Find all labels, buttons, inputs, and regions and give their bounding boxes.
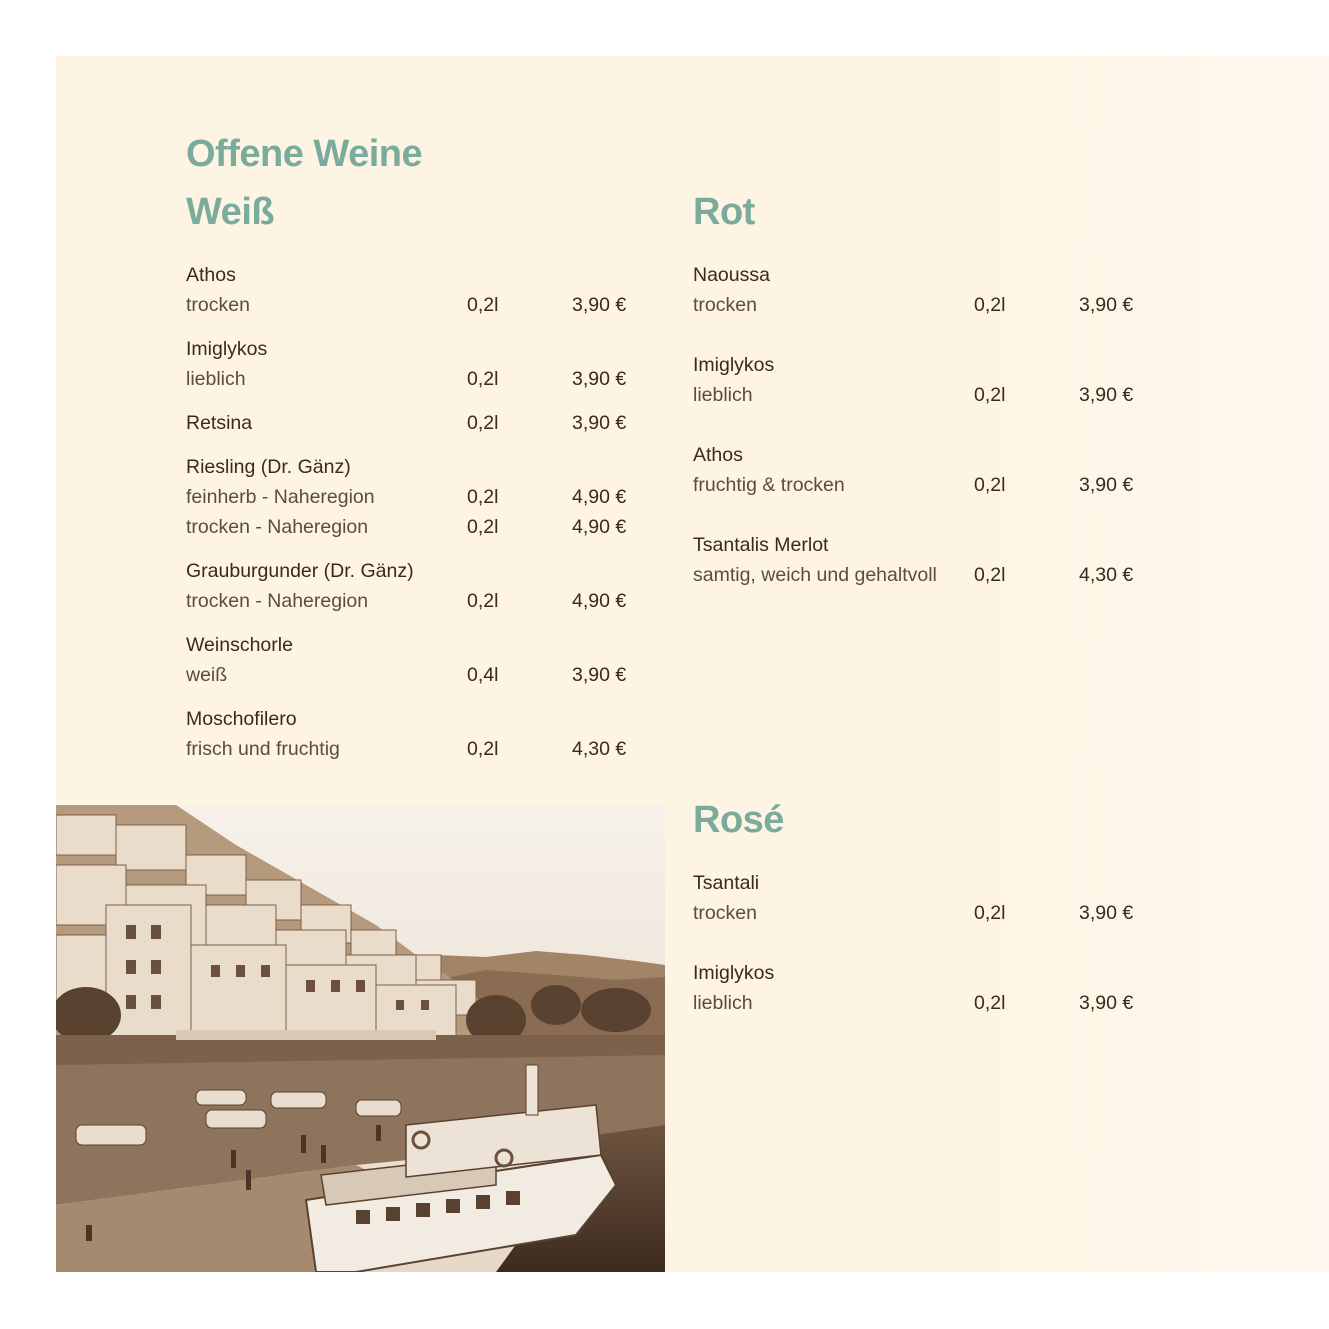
wine-volume: 0,2l xyxy=(467,590,499,612)
wine-item xyxy=(186,260,656,320)
harbour-illustration xyxy=(56,805,665,1272)
wine-line xyxy=(186,586,656,616)
wine-volume: 0,2l xyxy=(467,368,499,390)
wine-price: 3,90 € xyxy=(1079,992,1134,1014)
wine-price: 3,90 € xyxy=(572,412,627,434)
wine-description: weiß xyxy=(186,664,228,686)
wine-line xyxy=(186,660,656,690)
wine-line xyxy=(693,898,1163,928)
wine-name: Imiglykos xyxy=(186,338,268,360)
page-title: Offene Weine xyxy=(186,133,423,175)
wine-price: 3,90 € xyxy=(1079,384,1134,406)
wine-volume: 0,2l xyxy=(974,474,1006,496)
wine-volume: 0,2l xyxy=(974,902,1006,924)
wine-price: 4,90 € xyxy=(572,590,627,612)
section-heading-weiss: Weiß xyxy=(186,191,275,233)
wine-description: trocken xyxy=(693,902,757,924)
wine-price: 4,90 € xyxy=(572,516,627,538)
wine-volume: 0,4l xyxy=(467,664,499,686)
wine-item xyxy=(693,440,1163,500)
wine-volume: 0,2l xyxy=(974,384,1006,406)
wine-name: Tsantalis Merlot xyxy=(693,534,829,556)
wine-name: Athos xyxy=(693,444,743,466)
wine-name: Imiglykos xyxy=(693,354,775,376)
wine-description: samtig, weich und gehaltvoll xyxy=(693,564,937,586)
wine-description: fruchtig & trocken xyxy=(693,474,845,496)
wine-line xyxy=(186,482,656,512)
wine-item xyxy=(186,556,656,616)
wine-name: Tsantali xyxy=(693,872,760,894)
wine-item xyxy=(693,530,1163,590)
wine-volume: 0,2l xyxy=(974,564,1006,586)
wine-description: feinherb - Naheregion xyxy=(186,486,375,508)
wine-item xyxy=(693,350,1163,410)
wine-name: Imiglykos xyxy=(693,962,775,984)
wine-name: Moschofilero xyxy=(186,708,297,730)
wine-price: 3,90 € xyxy=(572,294,627,316)
wine-line xyxy=(693,380,1163,410)
wine-item xyxy=(693,958,1163,1018)
wine-volume: 0,2l xyxy=(467,516,499,538)
wine-name: Retsina xyxy=(186,412,253,434)
wine-volume: 0,2l xyxy=(467,412,499,434)
wine-item xyxy=(186,630,656,690)
wine-price: 3,90 € xyxy=(572,664,627,686)
section-heading-rot: Rot xyxy=(693,191,755,233)
wine-description: lieblich xyxy=(186,368,246,390)
wine-name: Riesling (Dr. Gänz) xyxy=(186,456,351,478)
wine-volume: 0,2l xyxy=(467,738,499,760)
wine-description: lieblich xyxy=(693,992,753,1014)
wine-price: 3,90 € xyxy=(572,368,627,390)
wine-volume: 0,2l xyxy=(974,294,1006,316)
wine-item xyxy=(693,868,1163,928)
wine-item xyxy=(186,408,656,438)
section-heading-rose: Rosé xyxy=(693,799,784,841)
wine-description: trocken xyxy=(693,294,757,316)
wine-price: 4,90 € xyxy=(572,486,627,508)
wine-line xyxy=(186,512,656,542)
wine-list-weiss xyxy=(186,260,656,764)
wine-price: 4,30 € xyxy=(572,738,627,760)
wine-price: 3,90 € xyxy=(1079,902,1134,924)
wine-line xyxy=(186,364,656,394)
wine-item xyxy=(186,334,656,394)
wine-line xyxy=(186,290,656,320)
wine-name: Naoussa xyxy=(693,264,770,286)
wine-line xyxy=(693,988,1163,1018)
wine-line xyxy=(186,408,656,438)
wine-description: trocken - Naheregion xyxy=(186,516,369,538)
wine-volume: 0,2l xyxy=(467,486,499,508)
wine-item xyxy=(186,704,656,764)
wine-description: trocken xyxy=(186,294,250,316)
wine-name: Athos xyxy=(186,264,236,286)
wine-name: Grauburgunder (Dr. Gänz) xyxy=(186,560,414,582)
wine-list-rose xyxy=(693,868,1163,1018)
wine-list-rot xyxy=(693,260,1163,590)
harbour-photo xyxy=(56,805,665,1272)
wine-price: 3,90 € xyxy=(1079,474,1134,496)
wine-line xyxy=(693,560,1163,590)
wine-volume: 0,2l xyxy=(974,992,1006,1014)
wine-description: trocken - Naheregion xyxy=(186,590,369,612)
wine-line xyxy=(186,734,656,764)
wine-price: 4,30 € xyxy=(1079,564,1134,586)
wine-item xyxy=(693,260,1163,320)
wine-description: lieblich xyxy=(693,384,753,406)
wine-price: 3,90 € xyxy=(1079,294,1134,316)
wine-line xyxy=(693,470,1163,500)
wine-item xyxy=(186,452,656,542)
wine-description: frisch und fruchtig xyxy=(186,738,340,760)
wine-volume: 0,2l xyxy=(467,294,499,316)
wine-line xyxy=(693,290,1163,320)
wine-name: Weinschorle xyxy=(186,634,293,656)
